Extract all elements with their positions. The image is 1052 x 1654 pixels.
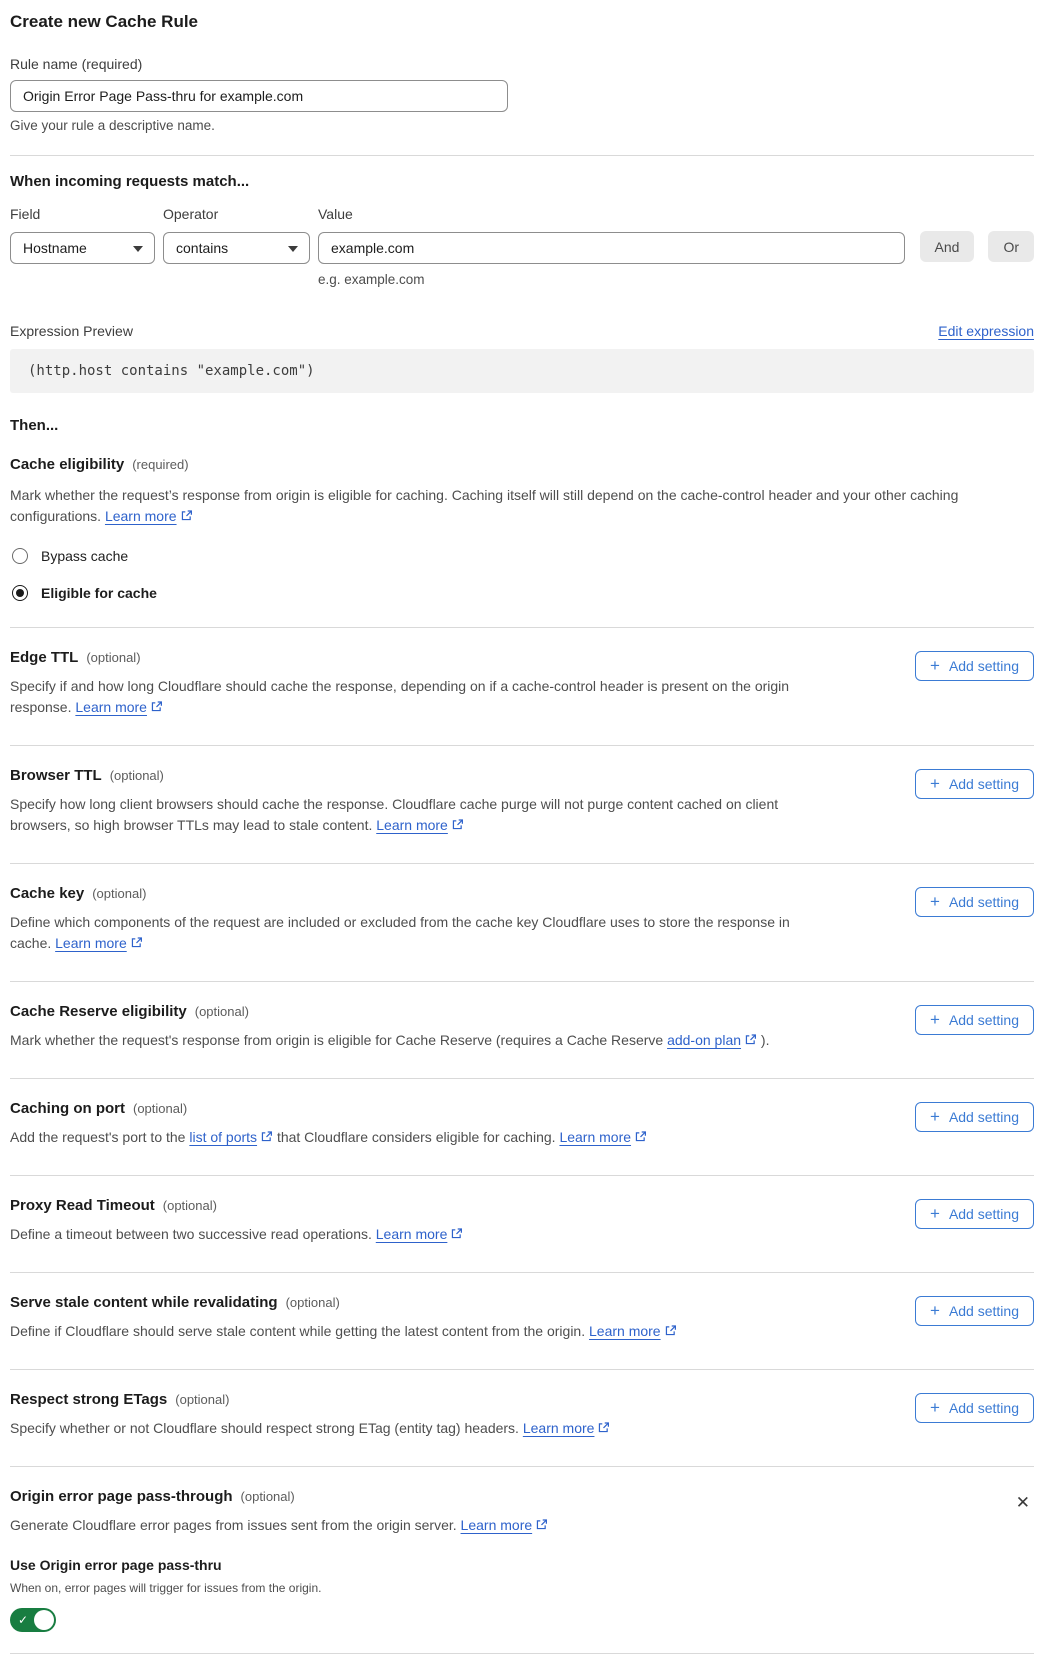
section-caching-on-port bbox=[10, 1079, 1034, 1176]
optional-tag: (optional) bbox=[92, 886, 147, 901]
add-setting-button[interactable]: + Add setting bbox=[915, 1393, 1034, 1423]
section-description: Specify if and how long Cloudflare should cache the response, depending on if a cache-control header is present on the origin response. Learn more bbox=[10, 676, 822, 719]
toggle-description: When on, error pages will trigger for issues from the origin. bbox=[10, 1581, 322, 1595]
section-title: Caching on port bbox=[10, 1100, 125, 1117]
radio-selected-icon[interactable] bbox=[12, 585, 28, 601]
external-link-icon bbox=[597, 1419, 610, 1440]
external-link-icon bbox=[664, 1322, 677, 1343]
external-link-icon bbox=[451, 816, 464, 837]
section-proxy-read-timeout bbox=[10, 1176, 1034, 1273]
radio-label: Bypass cache bbox=[41, 548, 129, 564]
external-link-icon bbox=[150, 698, 163, 719]
origin-error-toggle-block bbox=[10, 1557, 548, 1637]
plus-icon: + bbox=[930, 1204, 940, 1223]
section-title: Cache key bbox=[10, 885, 85, 902]
optional-tag: (optional) bbox=[133, 1101, 188, 1116]
learn-more-link[interactable]: Learn more bbox=[376, 1226, 464, 1242]
section-title: Edge TTL bbox=[10, 649, 79, 666]
cache-eligibility-section bbox=[10, 456, 1034, 601]
expression-preview-row bbox=[10, 323, 1034, 339]
learn-more-link[interactable]: Learn more bbox=[523, 1420, 611, 1436]
section-description: Mark whether the request's response from origin is eligible for Cache Reserve (requires a Cache Reserve add-on plan ). bbox=[10, 1030, 769, 1052]
toggle-title: Use Origin error page pass-thru bbox=[10, 1557, 222, 1573]
optional-tag: (optional) bbox=[86, 650, 141, 665]
section-description: Add the request's port to the list of ports that Cloudflare considers eligible for caching. Learn more bbox=[10, 1127, 647, 1149]
section-description: Define if Cloudflare should serve stale content while getting the latest content from the origin. Learn more bbox=[10, 1321, 677, 1343]
radio-icon[interactable] bbox=[12, 548, 28, 564]
section-title: Proxy Read Timeout bbox=[10, 1197, 155, 1214]
operator-label: Operator bbox=[163, 206, 219, 222]
external-link-icon bbox=[744, 1031, 757, 1052]
section-cache-key bbox=[10, 864, 1034, 982]
section-title: Browser TTL bbox=[10, 767, 102, 784]
add-setting-button[interactable]: + Add setting bbox=[915, 769, 1034, 799]
optional-tag: (optional) bbox=[175, 1392, 230, 1407]
section-description: Specify how long client browsers should cache the response. Cloudflare cache purge will not purge content cached on client browsers, so high browser TTLs may lead to stale content. Learn more bbox=[10, 794, 822, 837]
section-cache-reserve-eligibility bbox=[10, 982, 1034, 1079]
external-link-icon bbox=[535, 1516, 548, 1537]
edit-expression-link[interactable]: Edit expression bbox=[938, 323, 1034, 339]
add-setting-button[interactable]: + Add setting bbox=[915, 1005, 1034, 1035]
learn-more-link[interactable]: Learn more bbox=[376, 817, 464, 833]
plus-icon: + bbox=[930, 1301, 940, 1320]
radio-option-eligible-for-cache[interactable] bbox=[10, 585, 1034, 601]
learn-more-link[interactable]: Learn more bbox=[55, 935, 143, 951]
value-helper: e.g. example.com bbox=[318, 272, 425, 287]
list-of-ports-link[interactable]: list of ports bbox=[189, 1129, 273, 1145]
section-description: Define which components of the request are included or excluded from the cache key Cloudflare uses to store the response in cache. Learn more bbox=[10, 912, 822, 955]
expression-code-block: (http.host contains "example.com") bbox=[10, 349, 1034, 393]
external-link-icon bbox=[634, 1128, 647, 1149]
learn-more-link[interactable]: Learn more bbox=[75, 699, 163, 715]
close-icon: ✕ bbox=[1015, 1493, 1030, 1512]
value-label: Value bbox=[318, 206, 353, 222]
add-setting-button[interactable]: + Add setting bbox=[915, 1102, 1034, 1132]
required-tag: (required) bbox=[132, 457, 189, 472]
value-input[interactable] bbox=[318, 232, 905, 264]
match-condition-row bbox=[10, 206, 1034, 264]
add-setting-button[interactable]: + Add setting bbox=[915, 1199, 1034, 1229]
learn-more-link[interactable]: Learn more bbox=[589, 1323, 677, 1339]
section-title: Origin error page pass-through bbox=[10, 1488, 233, 1505]
cache-eligibility-description: Mark whether the request’s response from origin is eligible for caching. Caching itself will still depend on the cache-control header and your other caching configurations. Learn more bbox=[10, 485, 995, 528]
optional-tag: (optional) bbox=[109, 768, 164, 783]
external-link-icon bbox=[180, 507, 193, 528]
field-select[interactable] bbox=[10, 232, 155, 264]
optional-tag: (optional) bbox=[285, 1295, 340, 1310]
toggle-knob[interactable] bbox=[34, 1610, 54, 1630]
rule-name-input[interactable] bbox=[10, 80, 508, 112]
rule-name-label: Rule name (required) bbox=[10, 56, 143, 72]
radio-option-bypass-cache[interactable] bbox=[10, 548, 1034, 564]
section-description: Specify whether or not Cloudflare should respect strong ETag (entity tag) headers. Learn more bbox=[10, 1418, 610, 1440]
learn-more-link[interactable]: Learn more bbox=[105, 508, 193, 524]
learn-more-link[interactable]: Learn more bbox=[559, 1129, 647, 1145]
plus-icon: + bbox=[930, 892, 940, 911]
section-title: Cache Reserve eligibility bbox=[10, 1003, 187, 1020]
field-label: Field bbox=[10, 206, 41, 222]
divider bbox=[10, 155, 1034, 156]
page-title: Create new Cache Rule bbox=[10, 12, 199, 31]
optional-tag: (optional) bbox=[194, 1004, 249, 1019]
plus-icon: + bbox=[930, 774, 940, 793]
and-button[interactable]: And bbox=[920, 231, 975, 262]
add-on-plan-link[interactable]: add-on plan bbox=[667, 1032, 757, 1048]
section-description: Define a timeout between two successive read operations. Learn more bbox=[10, 1224, 463, 1246]
radio-label: Eligible for cache bbox=[41, 585, 157, 601]
section-description: Generate Cloudflare error pages from issues sent from the origin server. Learn more bbox=[10, 1515, 548, 1537]
section-title: Serve stale content while revalidating bbox=[10, 1294, 278, 1311]
section-serve-stale-content bbox=[10, 1273, 1034, 1370]
operator-select[interactable] bbox=[163, 232, 310, 264]
external-link-icon bbox=[130, 934, 143, 955]
learn-more-link[interactable]: Learn more bbox=[461, 1517, 549, 1533]
add-setting-button[interactable]: + Add setting bbox=[915, 887, 1034, 917]
field-select-value: Hostname bbox=[23, 240, 87, 256]
section-title: Respect strong ETags bbox=[10, 1391, 168, 1408]
add-setting-button[interactable]: + Add setting bbox=[915, 651, 1034, 681]
match-heading: When incoming requests match... bbox=[10, 173, 250, 190]
plus-icon: + bbox=[930, 1107, 940, 1126]
chevron-down-icon bbox=[288, 246, 298, 252]
cache-eligibility-title: Cache eligibility bbox=[10, 456, 125, 473]
optional-tag: (optional) bbox=[162, 1198, 217, 1213]
add-setting-button[interactable]: + Add setting bbox=[915, 1296, 1034, 1326]
external-link-icon bbox=[450, 1225, 463, 1246]
plus-icon: + bbox=[930, 1398, 940, 1417]
plus-icon: + bbox=[930, 1010, 940, 1029]
expression-preview-label: Expression Preview bbox=[10, 323, 133, 339]
section-edge-ttl bbox=[10, 628, 1034, 746]
or-button[interactable]: Or bbox=[988, 231, 1034, 262]
external-link-icon bbox=[260, 1128, 273, 1149]
section-browser-ttl bbox=[10, 746, 1034, 864]
plus-icon: + bbox=[930, 656, 940, 675]
rule-name-helper: Give your rule a descriptive name. bbox=[10, 118, 215, 133]
remove-setting-button[interactable] bbox=[1012, 1490, 1034, 1515]
rule-name-block bbox=[10, 56, 1034, 133]
section-respect-strong-etags bbox=[10, 1370, 1034, 1467]
check-icon: ✓ bbox=[18, 1613, 29, 1627]
chevron-down-icon bbox=[133, 246, 143, 252]
operator-select-value: contains bbox=[176, 240, 229, 256]
then-heading: Then... bbox=[10, 417, 59, 434]
optional-tag: (optional) bbox=[240, 1489, 295, 1504]
